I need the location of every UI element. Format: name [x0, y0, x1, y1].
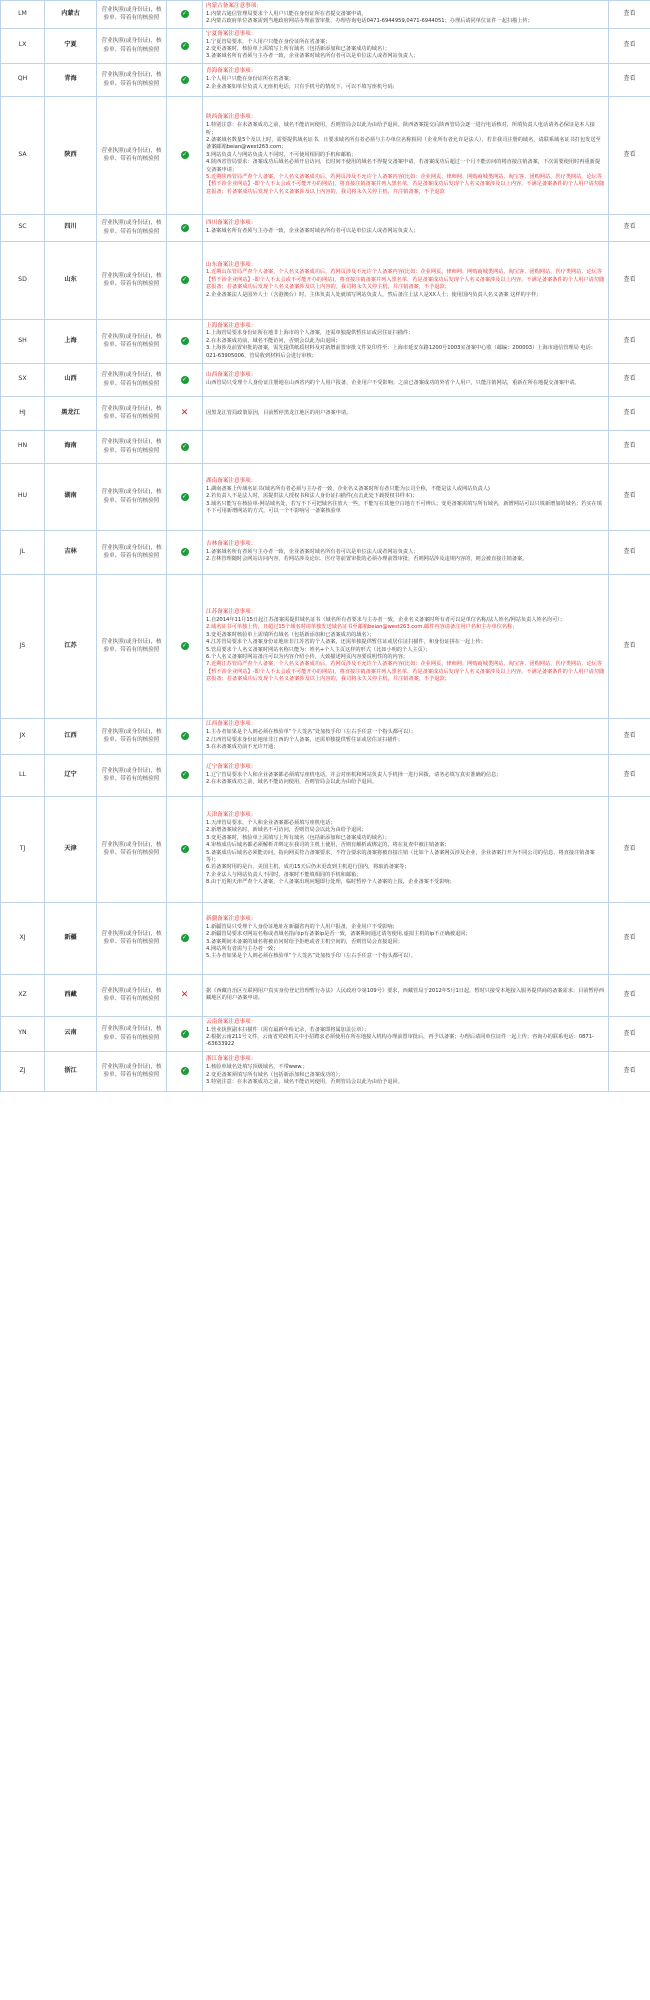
check-circle-icon: ✓: [181, 492, 188, 500]
table-row: [1, 396, 650, 430]
action-cell: [609, 430, 650, 463]
action-cell: [609, 530, 650, 574]
notes-line: 2.变更备案须填写所有域名（包括新添加和已备案成功的）；: [206, 1071, 344, 1078]
province-code: JX: [1, 718, 45, 754]
view-link[interactable]: 查看: [623, 41, 636, 49]
required-materials: 营业执照(或身份证)，核验单、带着有的核验照: [97, 1016, 167, 1051]
action-cell: [609, 1051, 650, 1091]
province-code: HJ: [1, 396, 45, 430]
province-name: 吉林: [45, 530, 97, 574]
notes-title: 浙江备案注意事项：: [206, 1056, 257, 1063]
required-materials: 营业执照(或身份证)，核验单、带着有的核验照: [97, 96, 167, 214]
required-materials: 营业执照(或身份证)，核验单、带着有的核验照: [97, 974, 167, 1016]
notes-title: 江西备案注意事项：: [206, 721, 257, 728]
status-cell: [167, 718, 203, 754]
notes-line: 5.管局要求个人名义备案时网站名称只能为：姓名+个人主页这样的形式（比如小明的个人主页）；: [206, 646, 431, 653]
notes-line: 2.在未备案成功前，域名不能访问，否则会以此为由退回；: [206, 337, 341, 344]
notes-title: 内蒙古备案注意事项：: [206, 3, 262, 9]
notes-line: 1.宁夏管局要求，个人用户只能在身份证所在省备案；: [206, 38, 331, 45]
table-row: [1, 363, 650, 396]
notes-line: 1.湖南备案上传域名证书(域名所有者必须与主办者一致，企业名义备案时所有者只能为公司全称，不能是法人或网站负责人): [206, 485, 490, 492]
view-link[interactable]: 查看: [623, 275, 636, 283]
table-row: [1, 430, 650, 463]
notes-line: 1.自2014年11月15日起江苏备案需提供域名证书（域名所有者要求与主办者一致，企业名义备案时所有者可以是单位名称/法人姓名/网站负责人姓名均可）；: [206, 617, 566, 624]
status-cell: [167, 430, 203, 463]
view-link[interactable]: 查看: [623, 1067, 636, 1075]
province-code: LL: [1, 754, 45, 796]
filing-notes: [203, 96, 609, 214]
table-row: [1, 902, 650, 974]
action-cell: [609, 396, 650, 430]
notes-line: 2.变更备案时，核验单上需填写上所有域名（包括新添加和已备案成功的域名）；: [206, 46, 390, 52]
status-cell: [167, 241, 203, 319]
notes-line: 1.辽宁管局要求个人和企业备案都必须填写座机电话，并会对座机和网站负责人手机择一进行回拨，请务必填写真实准确的信息；: [206, 771, 502, 778]
status-cell: [167, 63, 203, 96]
status-cell: [167, 1016, 203, 1051]
province-name: 陕西: [45, 96, 97, 214]
view-link[interactable]: 查看: [623, 770, 636, 778]
filing-notes: [203, 796, 609, 902]
status-cell: [167, 28, 203, 63]
province-code: TJ: [1, 796, 45, 902]
view-link[interactable]: 查看: [623, 336, 636, 344]
notes-line: 2.备案域名数量5个及以上时，需要提供域名证书，且要求域名所有者必须与主办单位名称相同（企业所有者允许是法人），若非我司注册的域名，请联系域名证书打包发送至备案邮箱beian@west263.com；: [206, 137, 601, 151]
notes-title: 青海备案注意事项：: [206, 68, 257, 75]
status-cell: [167, 902, 203, 974]
required-materials: 营业执照(或身份证)，核验单、带着有的核验照: [97, 363, 167, 396]
filing-notes: [203, 319, 609, 363]
province-code: SA: [1, 96, 45, 214]
notes-line: 1.个人用户只能在身份证所在省备案；: [206, 76, 294, 83]
required-materials: 营业执照(或身份证)，核验单、带着有的核验照: [97, 574, 167, 718]
filing-notes: [203, 754, 609, 796]
filing-notes: [203, 28, 609, 63]
table-row: [1, 974, 650, 1016]
province-name: 辽宁: [45, 754, 97, 796]
required-materials: 营业执照(或身份证)，核验单、带着有的核验照: [97, 463, 167, 530]
status-cell: [167, 214, 203, 241]
province-name: 江苏: [45, 574, 97, 718]
action-cell: [609, 1, 650, 29]
notes-line: 2.江西管局要求身份证地址非江西的个人备案，还需单独提供暂住证或居住证扫描件；: [206, 736, 403, 743]
check-circle-icon: ✓: [181, 732, 188, 740]
check-circle-icon: ✓: [181, 642, 188, 650]
required-materials: 营业执照(或身份证)，核验单、带着有的核验照: [97, 319, 167, 363]
province-code: HN: [1, 430, 45, 463]
notes-title: 四川备案注意事项：: [206, 220, 257, 227]
required-materials: 营业执照(或身份证)，核验单、带着有的核验照: [97, 1, 167, 29]
notes-title: 陕西备案注意事项：: [206, 114, 257, 121]
view-link[interactable]: 查看: [623, 75, 636, 83]
notes-line: 3.变更备案时，核验单上需填写上所有域名（包括新添加和已备案成功的域名）；: [206, 834, 390, 841]
notes-line: 1.近期山东管局严查个人备案，个人名义备案成功后，若网页涉及不允许个人备案内容(比如：企业网页、律师网、网购商城类网站、淘宝客、团购网站、医疗类网站、论坛等【暂不涉企业网站】-即个人不太会或不可能开办的网站)，将直接注销备案并列入黑名单，若是备案成功后发现个人名义备案涉及以上内容，不满足备案条件的个人用户请勿随意报备；若备案成功后发现个人名义备案涉及以上内容的，我司将永久关停主机，并注销备案，不予退款；: [206, 269, 605, 291]
notes-line: 1.主办者如果是个人则必须在核验单“个人签名”处加按手印（左右手任意一个指头都可以）；: [206, 729, 417, 736]
check-circle-icon: ✓: [181, 442, 188, 450]
view-link[interactable]: 查看: [623, 1029, 636, 1037]
province-name: 海南: [45, 430, 97, 463]
status-cell: [167, 319, 203, 363]
required-materials: 营业执照(或身份证)，核验单、带着有的核验照: [97, 1051, 167, 1091]
view-link[interactable]: 查看: [623, 223, 636, 231]
notes-line: 1.上海管局要求身份证所在地非上海市的个人备案，还需单独提供暂住证或居住证扫描件；: [206, 330, 414, 337]
table-row: [1, 63, 650, 96]
check-circle-icon: ✓: [181, 337, 188, 345]
check-circle-icon: ✓: [181, 934, 188, 942]
action-cell: [609, 241, 650, 319]
action-cell: [609, 319, 650, 363]
check-circle-icon: ✓: [181, 1029, 188, 1037]
province-name: 天津: [45, 796, 97, 902]
province-name: 青海: [45, 63, 97, 96]
table-row: [1, 718, 650, 754]
notes-line: 据《西藏自治区互联网用户真实身份登记管理暂行办法》人民政府令第109号》要求，西藏管局于2012年5月1日起，暂时只接受本地接入服务提供商的备案需求；目前暂停西藏地区的用户备案申请。: [206, 987, 605, 1002]
check-circle-icon: ✓: [181, 41, 188, 49]
view-link[interactable]: 查看: [623, 844, 636, 852]
notes-line: 5.主办者如果是个人则必须在核验单“个人签名”处加按手印（左右手任意一个指头都可以）。: [206, 953, 417, 960]
province-name: 四川: [45, 214, 97, 241]
check-circle-icon: ✓: [181, 845, 188, 853]
status-cell: [167, 574, 203, 718]
action-cell: [609, 1016, 650, 1051]
notes-line: 3.在未备案成功前不允许开通；: [206, 743, 279, 750]
province-name: 新疆: [45, 902, 97, 974]
notes-line: 2.新增备案域名时，新域名不可访问，否则管局会以此为由给予退回；: [206, 827, 367, 834]
check-circle-icon: ✓: [181, 151, 188, 159]
notes-title: 吉林备案注意事项：: [206, 540, 257, 547]
required-materials: 营业执照(或身份证)，核验单、带着有的核验照: [97, 28, 167, 63]
notes-line: 6.个人名义备案时网站备注可以为内容介绍小传，大致描述网页内容要说明性的的内容；: [206, 653, 409, 660]
notes-line: 3.上海涉及前置审批的备案，需先提供纸质材料及对新增前置审批文件复印件至：上海市延安东路1200号1003室备案中心收（邮编：200003）上海市通信管理局 电话：021-63905006，管局收到材料后会进行审核；: [206, 345, 596, 359]
required-materials: 营业执照(或身份证)，核验单、带着有的核验照: [97, 754, 167, 796]
notes-line: 1.营业执照副本扫描件（需有最新年检记录，若备案即将属加盖公章）；: [206, 1026, 370, 1033]
notes-line: 3.网站负责人与网站负责人不同时，不可使用相同的手机和邮箱；: [206, 151, 357, 158]
action-cell: [609, 96, 650, 214]
province-code: SX: [1, 363, 45, 396]
action-cell: [609, 28, 650, 63]
notes-line: 4.审核成功后域名都必须解析并绑定在我司的主机上使用，否则有解析或绑定的，将在复查中被注销备案；: [206, 842, 450, 849]
table-row: [1, 796, 650, 902]
notes-line: 2.新疆管局要求对网站名称或者域名指向ip有备案ip是否一致，备案期间通过请勿使用,虚拟主机的ip不正确被退回；: [206, 931, 471, 938]
notes-line: 2.吉林管理随时会网站访问内容，若网站涉及论坛、医疗等前置审批的必须办理前置审批，否则网站涉及违规内容的，则会被直接注销备案。: [206, 556, 528, 563]
table-row: [1, 241, 650, 319]
notes-line: 3.特别注意：在未备案成功之前，域名不能访问使用，否则管局会以此为由给予退回。: [206, 1078, 403, 1085]
notes-line: 2.企业备案如单位负责人无座机电话，只有手机号的情况下，可以不填写座机号码；: [206, 83, 398, 90]
required-materials: 营业执照(或身份证)，核验单、带着有的核验照: [97, 902, 167, 974]
action-cell: [609, 214, 650, 241]
required-materials: 营业执照(或身份证)，核验单、带着有的核验照: [97, 530, 167, 574]
province-code: LM: [1, 1, 45, 29]
view-link[interactable]: 查看: [623, 10, 636, 18]
notes-title: 山西备案注意事项：: [206, 372, 257, 379]
province-code: SC: [1, 214, 45, 241]
province-name: 山东: [45, 241, 97, 319]
status-cell: [167, 796, 203, 902]
notes-title: 辽宁备案注意事项：: [206, 763, 257, 770]
filing-notes: [203, 363, 609, 396]
notes-title: 湖南备案注意事项：: [206, 478, 257, 485]
status-cell: [167, 396, 203, 430]
check-circle-icon: ✓: [181, 771, 188, 779]
province-name: 云南: [45, 1016, 97, 1051]
table-row: [1, 574, 650, 718]
status-cell: [167, 530, 203, 574]
notes-line: 3.备案域名所有者须与主办者一致，企业备案时域名所有者可以是单位法人或者网站负责人；: [206, 53, 419, 60]
view-link[interactable]: 查看: [623, 641, 636, 649]
notes-title: 新疆备案注意事项：: [206, 915, 257, 922]
status-cell: [167, 754, 203, 796]
view-link[interactable]: 查看: [623, 442, 636, 450]
table-row: [1, 319, 650, 363]
table-row: [1, 463, 650, 530]
notes-line: 5.备案成功后域名必须能访问，指向网页符合备案要求，不符合要求的备案将被直接注销（比如个人备案网页涉及企业，企业备案打开为不同公司的信息，将直接注销备案等）；: [206, 849, 595, 863]
table-row: [1, 96, 650, 214]
view-link[interactable]: 查看: [623, 150, 636, 158]
province-code: JS: [1, 574, 45, 718]
action-cell: [609, 363, 650, 396]
status-cell: [167, 974, 203, 1016]
filing-notes: [203, 63, 609, 96]
cross-icon: ✕: [180, 407, 189, 418]
notes-line: 2.若负责人不是法人时，需提供法人授权书和法人身份证扫描件(点击此处下载授权书样本)；: [206, 493, 418, 500]
filing-notes: [203, 214, 609, 241]
province-code: ZJ: [1, 1051, 45, 1091]
province-code: YN: [1, 1016, 45, 1051]
province-code: JL: [1, 530, 45, 574]
table-row: [1, 1016, 650, 1051]
notes-line: 2.在未备案成功之前，域名不能访问使用，否则管局会以此为由给予退回。: [206, 779, 377, 786]
notes-title: 天津备案注意事项：: [206, 812, 257, 819]
cross-icon: ✕: [180, 989, 189, 1000]
province-code: QH: [1, 63, 45, 96]
filing-notes: [203, 718, 609, 754]
check-circle-icon: ✓: [181, 10, 188, 18]
province-name: 黑龙江: [45, 396, 97, 430]
province-code: HU: [1, 463, 45, 530]
filing-notes: [203, 1016, 609, 1051]
notes-title: 云南备案注意事项：: [206, 1018, 257, 1025]
notes-line: 2.域名证书可单独上传，且超过15个域名时请单独发送域名证书至邮箱beian@west263.com,邮件内容请备注用户名和主办单位名称；: [206, 624, 518, 631]
filing-notes: [203, 974, 609, 1016]
view-link[interactable]: 查看: [623, 375, 636, 383]
action-cell: [609, 902, 650, 974]
province-name: 山西: [45, 363, 97, 396]
check-circle-icon: ✓: [181, 1067, 188, 1075]
notes-line: 山西管局只受理个人身份证注册地在山西省内的个人用户报备，企业用户不受影响；之前已备案成功的外省个人用户，只能注销网站，重新在所在地提交备案申请。: [206, 380, 580, 387]
notes-line: 1.特别注意：在未备案成功之前，域名不能访问使用，否则管局会以此为由给予退回。陕西备案提交后陕西管局会逐一进行电话核对，所填负责人电话请务必保证是本人接听；: [206, 122, 595, 136]
filing-notes: [203, 574, 609, 718]
notes-line: 7.企业法人与网站负责人不同时，备案时不能填相同的手机和邮箱；: [206, 871, 362, 878]
view-link[interactable]: 查看: [623, 547, 636, 555]
action-cell: [609, 574, 650, 718]
notes-line: 2.内蒙古政府单位备案需到当地政府网站办理前置审批，办理咨询电话0471-6944959,0471-6944051；办理后请同单位证件一起扫描上传；: [206, 18, 533, 25]
province-code: XJ: [1, 902, 45, 974]
view-link[interactable]: 查看: [623, 731, 636, 739]
filing-notes: [203, 1, 609, 29]
notes-line: 3.域名只能写在核验单-网站域名处，若写不下可把域名往放大一些，不能写在其他空白地方不可辨认；变更备案需填写所有域名，新增网站可以只填新增加的域名；若实在填不下可用新增网站的方式，可以一个不影响另一备案核验单: [206, 500, 602, 515]
filing-notes: [203, 396, 609, 430]
table-body: [1, 1, 650, 1092]
status-cell: [167, 96, 203, 214]
notes-line: 1.天津管局要求，个人和企业备案都必须填写座机电话；: [206, 820, 336, 827]
province-name: 内蒙古: [45, 1, 97, 29]
notes-line: 1.新疆管局只受理个人身份证地址在新疆省内的个人用户报备，企业用户不受影响；: [206, 923, 398, 930]
action-cell: [609, 63, 650, 96]
required-materials: 营业执照(或身份证)，核验单、带着有的核验照: [97, 63, 167, 96]
filing-notes: [203, 430, 609, 463]
notes-line: 6.若备案时用的是台、美国主机，成功15天后仍未更改到主机进行国内，将取消备案等；: [206, 864, 410, 871]
table-row: [1, 28, 650, 63]
notes-line: 2.企业备案法人是国外人士（含港澳台）时，主体负责人处就填写网站负责人，然后备注上法人是XX人士；使用国内负责人名义备案 这样的字样；: [206, 291, 542, 298]
view-link[interactable]: 查看: [623, 990, 636, 998]
province-name: 宁夏: [45, 28, 97, 63]
notes-line: 7.近期江苏管局严查个人备案，个人名义备案成功后，若网页涉及不允许个人备案内容(比如：企业网页、律师网、网购商城类网站、淘宝客、团购网站、医疗类网站、论坛等【暂不涉企业网站】-即个人不太会或不可能开办的网站)，将直接注销备案并列入黑名单，若是备案成功后发现个人名义备案涉及以上内容，不满足备案条件的个人用户请勿随意报备；若备案成功后发现个人名义备案涉及以上内容的，我司将永久关停主机，并注销备案，不予退款；: [206, 661, 605, 683]
required-materials: 营业执照(或身份证)，核验单、带着有的核验照: [97, 796, 167, 902]
province-name: 上海: [45, 319, 97, 363]
notes-line: 4.网站所有者需与主办者一致；: [206, 945, 279, 952]
required-materials: 营业执照(或身份证)，核验单、带着有的核验照: [97, 214, 167, 241]
table-row: [1, 1051, 650, 1091]
province-code: LX: [1, 28, 45, 63]
province-name: 江西: [45, 718, 97, 754]
notes-line: 1.核验单域名处填写顶级域名，不带www.；: [206, 1064, 308, 1071]
province-name: 湖南: [45, 463, 97, 530]
action-cell: [609, 463, 650, 530]
filing-notes: [203, 241, 609, 319]
check-circle-icon: ✓: [181, 223, 188, 231]
action-cell: [609, 974, 650, 1016]
required-materials: 营业执照(或身份证)，核验单、带着有的核验照: [97, 396, 167, 430]
view-link[interactable]: 查看: [623, 492, 636, 500]
table-row: [1, 530, 650, 574]
table-row: [1, 754, 650, 796]
status-cell: [167, 1, 203, 29]
required-materials: 营业执照(或身份证)，核验单、带着有的核验照: [97, 718, 167, 754]
province-name: 浙江: [45, 1051, 97, 1091]
notes-line: 8.由于近期天津严查个人备案，个人备案出现问题即行处理，临时暂停个人备案的上报，企业备案不受影响；: [206, 879, 455, 886]
required-materials: 营业执照(或身份证)，核验单、带着有的核验照: [97, 241, 167, 319]
province-code: SH: [1, 319, 45, 363]
filing-notes: [203, 530, 609, 574]
province-code: SD: [1, 241, 45, 319]
check-circle-icon: ✓: [181, 276, 188, 284]
filing-notes: [203, 1051, 609, 1091]
status-cell: [167, 463, 203, 530]
view-link[interactable]: 查看: [623, 408, 636, 416]
notes-line: 1.备案域名所有者须与主办者一致，企业备案时域名所有者可以是单位法人或者网站负责人；: [206, 228, 419, 235]
view-link[interactable]: 查看: [623, 933, 636, 941]
action-cell: [609, 754, 650, 796]
notes-line: 3.备案期间未备案的域名将被访问时给予拒绝或者主机空间的，否则管局会直接退回；: [206, 938, 403, 945]
table-row: [1, 1, 650, 29]
notes-line: 2.根据云南211号文件，云南省党政机关中小招聘求必须使用在所在地接入机构办理前置审批后，再予以备案；办理后请同单位证件一起上传；咨询办的联系电话：0871--63633922: [206, 1034, 594, 1048]
check-circle-icon: ✓: [181, 375, 188, 383]
notes-line: 4.江苏管局要求个人备案身份证地址非江苏省的个人备案，还需单独提供暂住证或居住证扫描件，和身份证拼在一起上传；: [206, 639, 486, 646]
notes-line: 5.近期陕西管局严查个人备案，个人名义备案成功后，若网页涉及不允许个人备案内容(比如：企业网页、律师网、网购商城类网站、淘宝客、团购网站、医疗类网站、论坛等【暂不涉企业网站】-即个人不太会或不可能开办的网站)，将直接注销备案并列入黑名单，若是备案成功后发现个人名义备案涉及以上内容，不满足备案条件的个人用户请勿随意报备；若备案成功后发现个人名义备案涉及以上内容的，我司将永久关停主机，并注销备案，不予退款: [206, 173, 605, 195]
status-cell: [167, 1051, 203, 1091]
notes-line: 1.备案域名所有者须与主办者一致，企业备案时域名所有者可以是单位法人或者网站负责人；: [206, 548, 419, 555]
notes-line: 因黑龙江管局政策原因，目前暂停黑龙江地区的用户备案申请。: [206, 409, 352, 416]
notes-line: 3.变更备案时核验单上需填所有域名（包括新添加和已备案成功的域名）；: [206, 631, 375, 638]
notes-title: 山东备案注意事项：: [206, 261, 257, 268]
check-circle-icon: ✓: [181, 75, 188, 83]
province-name: 西藏: [45, 974, 97, 1016]
table-row: [1, 214, 650, 241]
check-circle-icon: ✓: [181, 548, 188, 556]
action-cell: [609, 796, 650, 902]
filing-notes: [203, 902, 609, 974]
notes-title: 江苏备案注意事项：: [206, 609, 257, 616]
required-materials: 营业执照(或身份证)，核验单、带着有的核验照: [97, 430, 167, 463]
notes-line: 1.内蒙古通信管理局要求个人用户只能在身份证所在省提交备案申请。: [206, 10, 367, 17]
status-cell: [167, 363, 203, 396]
province-code: XZ: [1, 974, 45, 1016]
filing-notes: [203, 463, 609, 530]
notes-title: 宁夏备案注意事项：: [206, 30, 257, 37]
notes-line: 4.陕西省管局要求：备案成功后域名必须开启访问，长时间不使用的域名不得提交备案申请，若备案成功后超过一个月不能访问的将直接注销备案，下次需要使用时再重新提交备案申请；: [206, 159, 601, 173]
action-cell: [609, 718, 650, 754]
notes-title: 上海备案注意事项：: [206, 322, 257, 329]
